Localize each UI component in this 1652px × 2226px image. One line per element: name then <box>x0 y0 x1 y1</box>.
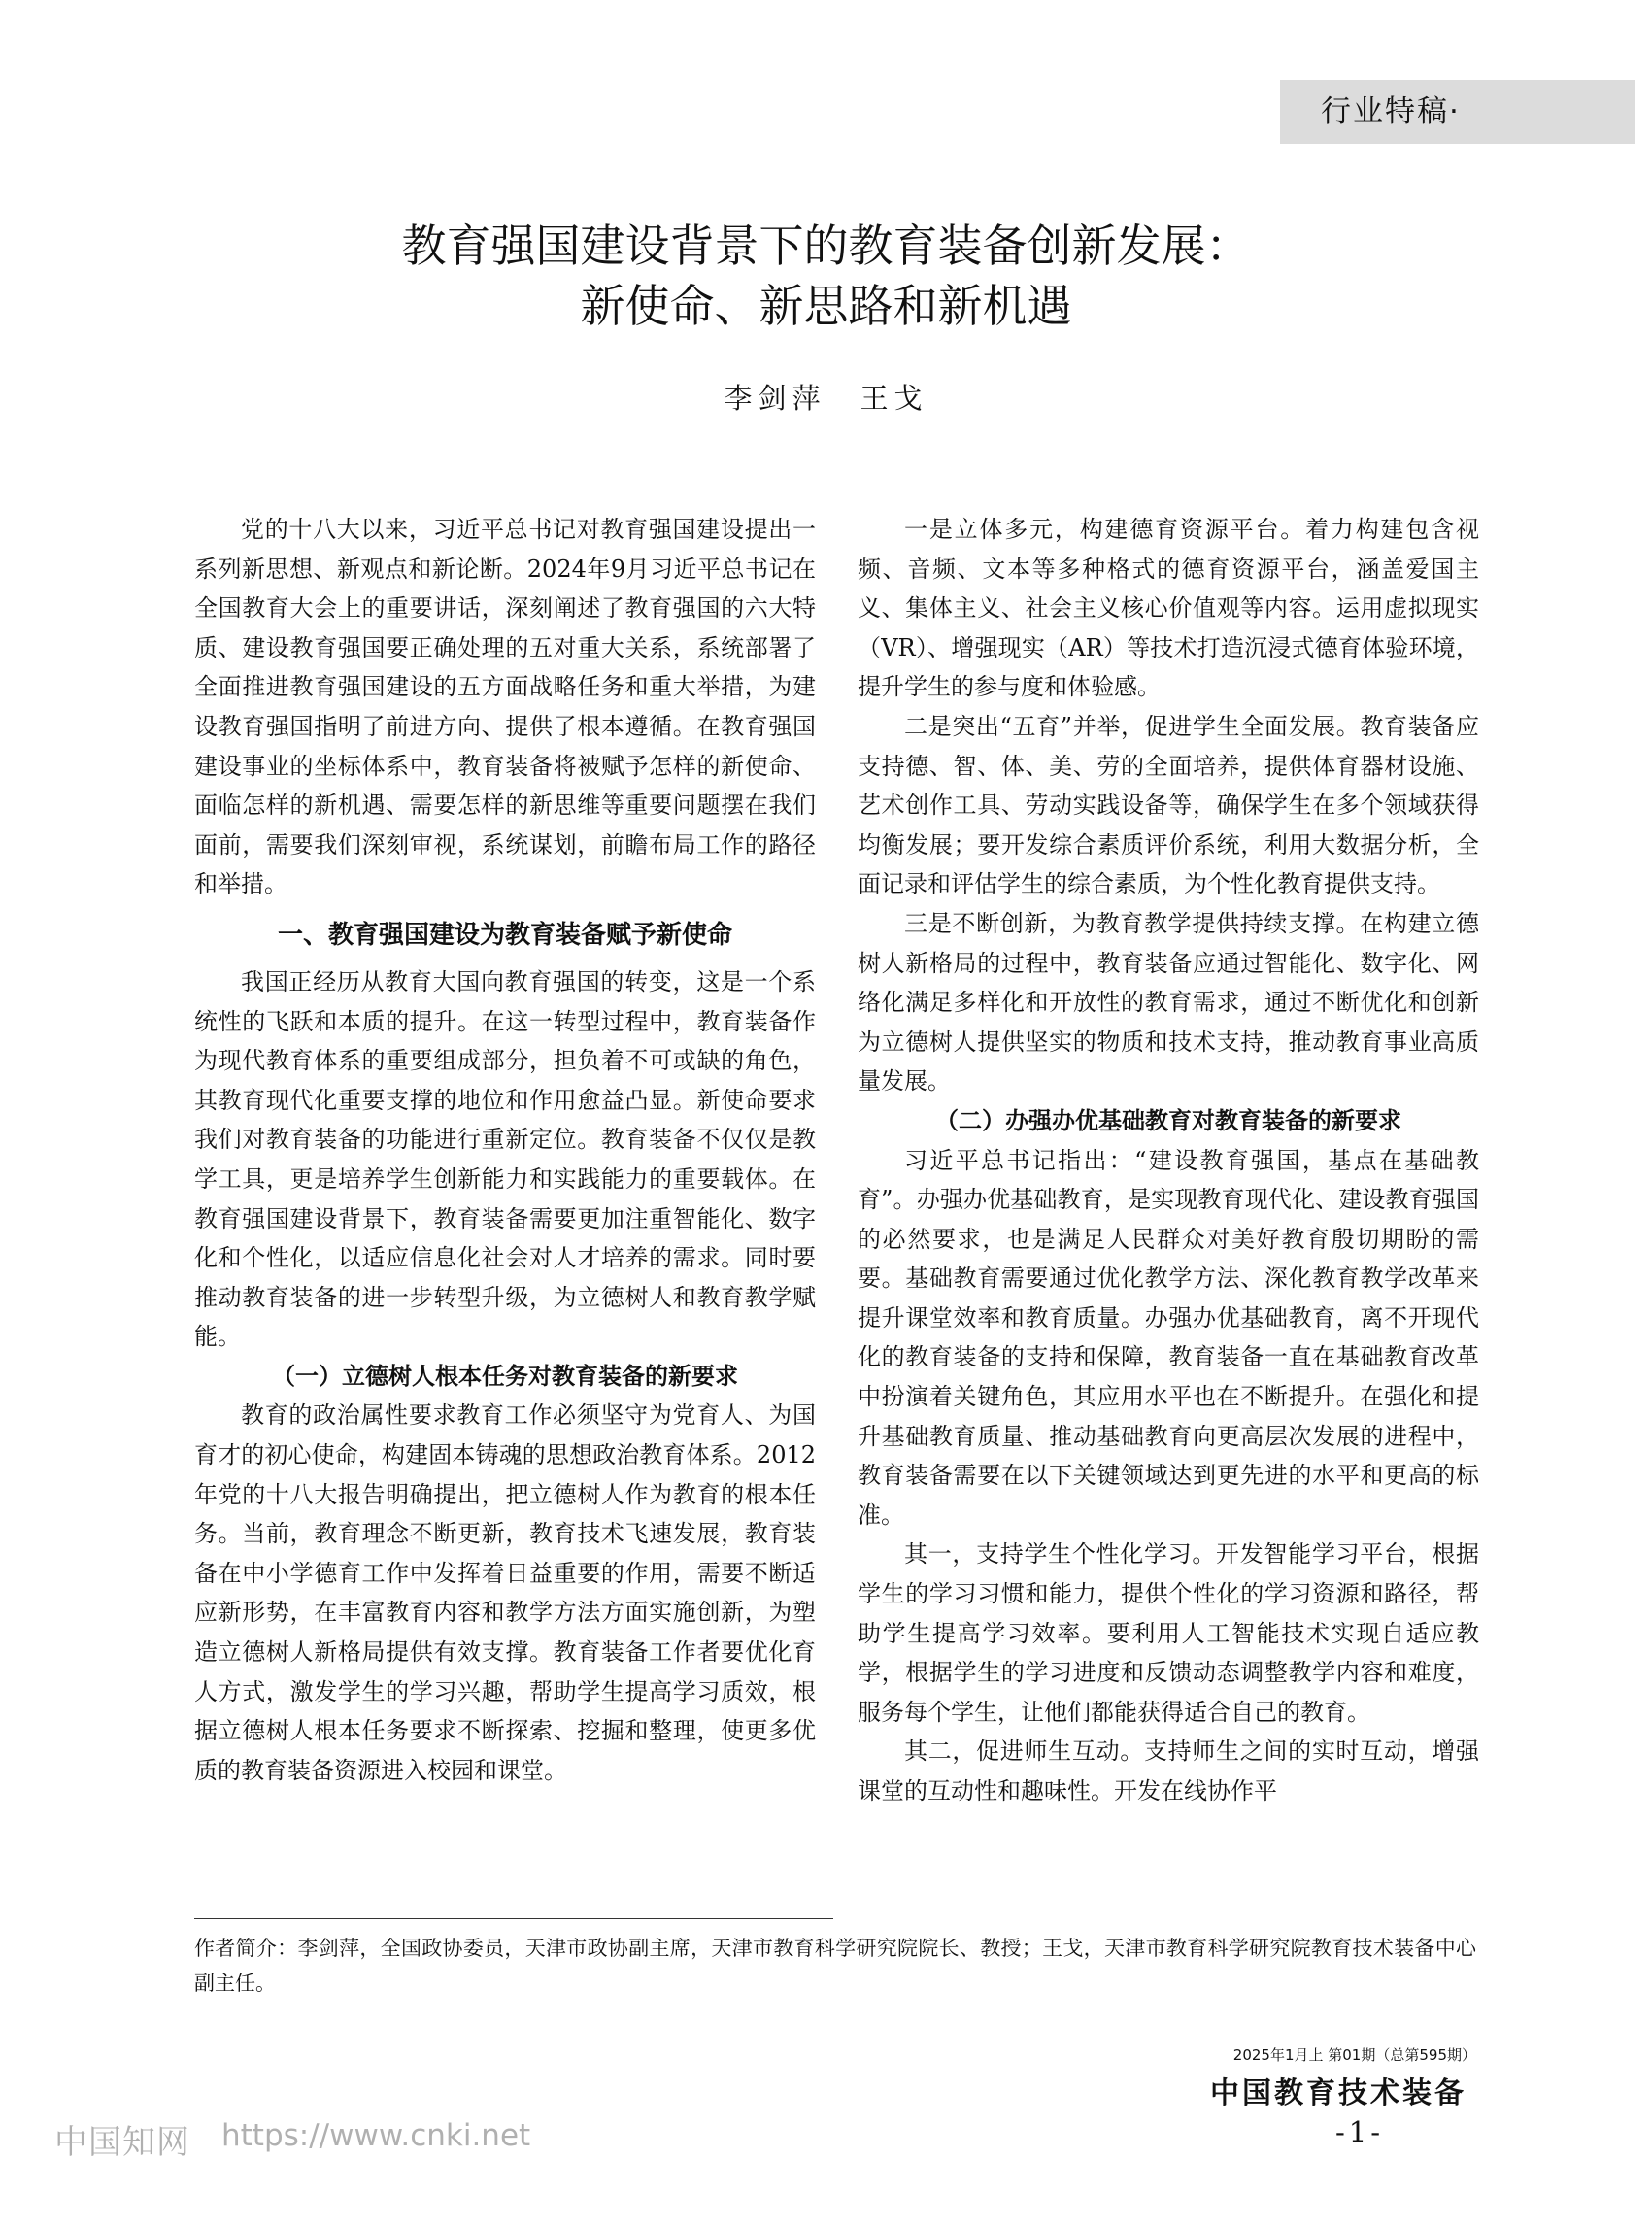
section-heading-1: 一、教育强国建设为教育装备赋予新使命 <box>277 920 732 950</box>
paragraph: 其一，支持学生个性化学习。开发智能学习平台，根据学生的学习习惯和能力，提供个性化的学习资源和路径，帮助学生提高学习效率。要利用人工智能技术实现自适应教学，根据学生的学习进度和反馈动态调整教学内容和难度，服务每个学生，让他们都能获得适合自己的教育。 <box>858 1540 1479 1726</box>
author-footnote: 作者简介：李剑萍，全国政协委员，天津市政协副主席，天津市教育科学研究院院长、教授；王戈，天津市教育科学研究院教育技术装备中心副主任。 <box>194 1937 1476 1995</box>
paragraph: 我国正经历从教育大国向教育强国的转变，这是一个系统性的飞跃和本质的提升。在这一转型过程中，教育装备作为现代教育体系的重要组成部分，担负着不可或缺的角色，其教育现代化重要支撑的地位和作用愈益凸显。新使命要求我们对教育装备的功能进行重新定位。教育装备不仅仅是教学工具，更是培养学生创新能力和实践能力的重要载体。在教育强国建设背景下，教育装备需要更加注重智能化、数字化和个性化，以适应信息化社会对人才培养的需求。同时要推动教育装备的进一步转型升级，为立德树人和教育教学赋能。 <box>194 967 816 1351</box>
title-line-1: 教育强国建设背景下的教育装备创新发展： <box>401 219 1251 272</box>
paragraph: 三是不断创新，为教育教学提供持续支撑。在构建立德树人新格局的过程中，教育装备应通过智能化、数字化、网络化满足多样化和开放性的教育需求，通过不断优化和创新为立德树人提供坚实的物质和技术支持，推动教育事业高质量发展。 <box>858 909 1479 1096</box>
issue-info: 2025年1月上 第01期（总第595期） <box>1232 2046 1476 2064</box>
paragraph: 二是突出“五育”并举，促进学生全面发展。教育装备应支持德、智、体、美、劳的全面培养，提供体育器材设施、艺术创作工具、劳动实践设备等，确保学生在多个领域获得均衡发展；要开发综合素质评价系统，利用大数据分析，全面记录和评估学生的综合素质，为个性化教育提供支持。 <box>858 712 1479 898</box>
cnki-url-link[interactable]: https://www.cnki.net <box>221 2118 531 2153</box>
paragraph: 其二，促进师生互动。支持师生之间的实时互动，增强课堂的互动性和趣味性。开发在线协作平 <box>858 1737 1479 1804</box>
article-title <box>0 216 1652 336</box>
section-tag: 行业特稿· <box>1280 80 1635 144</box>
left-column <box>194 510 816 1790</box>
page-number: -1- <box>1334 2115 1385 2148</box>
paragraph: 一是立体多元，构建德育资源平台。着力构建包含视频、音频、文本等多种格式的德育资源平台，涵盖爱国主义、集体主义、社会主义核心价值观等内容。运用虚拟现实（VR）、增强现实（AR）等技术打造沉浸式德育体验环境，提升学生的参与度和体验感。 <box>858 516 1479 701</box>
paragraph: 习近平总书记指出：“建设教育强国，基点在基础教育”。办强办优基础教育，是实现教育现代化、建设教育强国的必然要求，也是满足人民群众对美好教育殷切期盼的需要。基础教育需要通过优化教学方法、深化教育教学改革来提升课堂效率和教育质量。办强办优基础教育，离不开现代化的教育装备的支持和保障，教育装备一直在基础教育改革中扮演着关键角色，其应用水平也在不断提升。在强化和提升基础教育质量、推动基础教育向更高层次发展的进程中，教育装备需要在以下关键领域达到更先进的水平和更高的标准。 <box>858 1146 1479 1529</box>
subsection-heading-1: （一）立德树人根本任务对教育装备的新要求 <box>272 1362 738 1390</box>
cnki-logo: 中国知网 <box>54 2123 190 2162</box>
paragraph: 教育的政治属性要求教育工作必须坚守为党育人、为国育才的初心使命，构建固本铸魂的思想政治教育体系。2012年党的十八大报告明确提出，把立德树人作为教育的根本任务。当前，教育理念不断更新，教育技术飞速发展，教育装备在中小学德育工作中发挥着日益重要的作用，需要不断适应新形势，在丰富教育内容和教学方法方面实施创新，为塑造立德树人新格局提供有效支撑。教育装备工作者要优化育人方式，激发学生的学习兴趣，帮助学生提高学习质效，根据立德树人根本任务要求不断探索、挖掘和整理，使更多优质的教育装备资源进入校园和课堂。 <box>194 1401 816 1784</box>
authors: 李剑萍 王戈 <box>724 382 928 415</box>
footnote-divider <box>194 1918 833 1919</box>
title-line-2: 新使命、新思路和新机遇 <box>580 280 1072 332</box>
right-column <box>858 510 1479 1811</box>
journal-name: 中国教育技术装备 <box>1210 2076 1467 2110</box>
subsection-heading-2: （二）办强办优基础教育对教育装备的新要求 <box>935 1106 1401 1134</box>
intro-paragraph: 党的十八大以来，习近平总书记对教育强国建设提出一系列新思想、新观点和新论断。2024年9月习近平总书记在全国教育大会上的重要讲话，深刻阐述了教育强国的六大特质、建设教育强国要正确处理的五对重大关系，系统部署了全面推进教育强国建设的五方面战略任务和重大举措，为建设教育强国指明了前进方向、提供了根本遵循。在教育强国建设事业的坐标体系中，教育装备将被赋予怎样的新使命、面临怎样的新机遇、需要怎样的新思维等重要问题摆在我们面前，需要我们深刻审视，系统谋划，前瞻布局工作的路径和举措。 <box>194 516 816 898</box>
